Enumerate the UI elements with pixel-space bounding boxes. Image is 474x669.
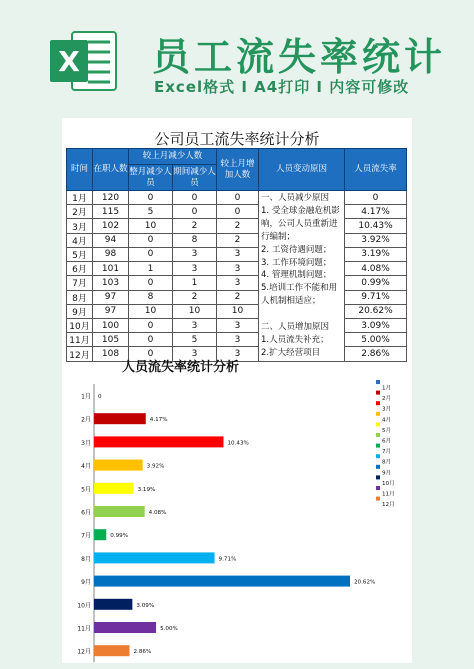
- cell-reduce-mid[interactable]: 0: [173, 205, 217, 219]
- cell-month[interactable]: 10月: [67, 318, 93, 332]
- legend-label: 5月: [382, 427, 392, 434]
- header-rate: 人员流失率: [345, 149, 407, 191]
- bar-7: [94, 529, 106, 540]
- cell-increase[interactable]: 3: [217, 247, 259, 261]
- cell-rate[interactable]: 4.08%: [345, 262, 407, 276]
- cell-rate[interactable]: 0.99%: [345, 276, 407, 290]
- cell-increase[interactable]: 0: [217, 205, 259, 219]
- cell-employed[interactable]: 120: [93, 191, 129, 205]
- cell-rate[interactable]: 10.43%: [345, 219, 407, 233]
- legend-label: 2月: [382, 396, 392, 403]
- reason-line: 二、人员增加原因: [261, 322, 330, 333]
- cell-month[interactable]: 5月: [67, 247, 93, 261]
- legend-label: 11月: [382, 491, 395, 498]
- reason-line: [261, 308, 342, 321]
- cell-reduce-mid[interactable]: 8: [173, 233, 217, 247]
- bar-value-label: 9.71%: [218, 556, 237, 563]
- bar-value-label: 0: [98, 394, 102, 400]
- bar-value-label: 2.86%: [133, 649, 152, 656]
- cell-reduce-end[interactable]: 0: [129, 191, 173, 205]
- legend-label: 10月: [382, 480, 395, 487]
- y-tick-label: 9月: [81, 579, 91, 587]
- y-tick-label: 8月: [81, 555, 91, 563]
- cell-employed[interactable]: 97: [93, 304, 129, 318]
- table-row: [67, 304, 407, 318]
- y-tick-label: 4月: [81, 463, 91, 471]
- banner-subtitle: Excel格式 I A4打印 I 内容可修改: [154, 78, 410, 96]
- cell-rate[interactable]: 3.09%: [345, 318, 407, 332]
- bar-3: [94, 436, 223, 447]
- bar-9: [94, 576, 350, 587]
- cell-month[interactable]: 8月: [67, 290, 93, 304]
- legend-label: 6月: [382, 438, 392, 445]
- legend-label: 8月: [382, 459, 392, 466]
- cell-change-reasons[interactable]: [259, 191, 345, 362]
- table-row: [67, 276, 407, 290]
- cell-month[interactable]: 2月: [67, 205, 93, 219]
- cell-reduce-end[interactable]: 8: [129, 290, 173, 304]
- bar-12: [94, 645, 130, 656]
- cell-reduce-end[interactable]: 0: [129, 318, 173, 332]
- y-tick-label: 11月: [77, 625, 91, 633]
- legend-marker: [376, 465, 380, 469]
- table-row: [67, 219, 407, 233]
- table-body: [67, 191, 407, 362]
- cell-employed[interactable]: 115: [93, 205, 129, 219]
- header-reduce-mid: 期间减少人员: [173, 165, 217, 191]
- bar-8: [94, 552, 215, 563]
- bar-value-label: 4.17%: [149, 417, 168, 424]
- cell-reduce-mid[interactable]: 3: [173, 318, 217, 332]
- legend-label: 1月: [382, 385, 392, 392]
- legend-marker: [376, 401, 380, 405]
- cell-reduce-mid[interactable]: 2: [173, 290, 217, 304]
- cell-reduce-mid[interactable]: 1: [173, 276, 217, 290]
- table-row: [67, 318, 407, 332]
- cell-month[interactable]: 4月: [67, 233, 93, 247]
- reason-line: 1.人员流失补充；: [261, 334, 329, 345]
- legend-marker: [376, 486, 380, 490]
- bar-value-label: 0.99%: [110, 533, 129, 540]
- logo-letter: X: [58, 45, 80, 78]
- cell-month[interactable]: 12月: [67, 347, 93, 361]
- cell-employed[interactable]: 98: [93, 247, 129, 261]
- cell-month[interactable]: 6月: [67, 262, 93, 276]
- y-tick-label: 2月: [81, 416, 91, 424]
- cell-rate[interactable]: 4.17%: [345, 205, 407, 219]
- spreadsheet-page: [62, 118, 412, 663]
- cell-reduce-end[interactable]: 0: [129, 233, 173, 247]
- cell-increase[interactable]: 3: [217, 276, 259, 290]
- cell-month[interactable]: 7月: [67, 276, 93, 290]
- cell-increase[interactable]: 3: [217, 318, 259, 332]
- bar-value-label: 3.19%: [137, 486, 156, 493]
- template-banner: [0, 0, 474, 108]
- legend-marker: [376, 412, 380, 416]
- header-reduce-end: 整月减少人员: [129, 165, 173, 191]
- legend-marker: [376, 391, 380, 395]
- y-tick-label: 3月: [81, 439, 91, 447]
- cell-employed[interactable]: 108: [93, 347, 129, 361]
- y-tick-label: 5月: [81, 486, 91, 494]
- cell-increase[interactable]: 10: [217, 304, 259, 318]
- table-row: [67, 191, 407, 205]
- bar-10: [94, 599, 132, 610]
- header-change-reason: 人员变动原因: [259, 149, 345, 191]
- legend-label: 7月: [382, 449, 392, 456]
- table-row: [67, 233, 407, 247]
- y-tick-label: 7月: [81, 532, 91, 540]
- cell-reduce-mid[interactable]: 3: [173, 247, 217, 261]
- cell-increase[interactable]: 3: [217, 333, 259, 347]
- cell-rate[interactable]: 3.92%: [345, 233, 407, 247]
- reason-line: 2. 工资待遇问题；: [261, 244, 332, 255]
- bar-2: [94, 413, 146, 424]
- cell-month[interactable]: 3月: [67, 219, 93, 233]
- cell-reduce-end[interactable]: 0: [129, 333, 173, 347]
- header-employed: 在职人数: [93, 149, 129, 191]
- cell-month[interactable]: 1月: [67, 191, 93, 205]
- legend-label: 3月: [382, 406, 392, 413]
- cell-increase[interactable]: 2: [217, 219, 259, 233]
- turnover-bar-chart: [62, 368, 412, 663]
- cell-employed[interactable]: 105: [93, 333, 129, 347]
- cell-reduce-mid[interactable]: 0: [173, 191, 217, 205]
- bar-value-label: 10.43%: [227, 440, 249, 447]
- legend-label: 4月: [382, 417, 392, 424]
- y-tick-label: 10月: [77, 602, 91, 610]
- legend-label: 12月: [382, 502, 395, 509]
- header-increase: 较上月增加人数: [217, 149, 259, 191]
- cell-rate[interactable]: 5.00%: [345, 333, 407, 347]
- cell-rate[interactable]: 2.86%: [345, 347, 407, 361]
- bar-11: [94, 622, 156, 633]
- table-row: [67, 290, 407, 304]
- bar-6: [94, 506, 145, 517]
- cell-rate[interactable]: 9.71%: [345, 290, 407, 304]
- table-row: [67, 205, 407, 219]
- legend-marker: [376, 475, 380, 479]
- bar-value-label: 20.62%: [354, 579, 376, 586]
- cell-employed[interactable]: 102: [93, 219, 129, 233]
- cell-reduce-mid[interactable]: 10: [173, 304, 217, 318]
- reason-line: 5.培训工作不能和用人机制相适应；: [261, 283, 338, 307]
- y-tick-label: 1月: [81, 393, 91, 401]
- banner-title: 员工流失率统计: [152, 35, 447, 79]
- reason-line: 1. 受全球金融危机影响，公司人员重新进行编制；: [261, 205, 340, 242]
- chart-title: 人员流失率统计分析: [122, 360, 240, 375]
- header-reduce-group: 较上月减少人数: [129, 149, 217, 165]
- cell-increase[interactable]: 2: [217, 290, 259, 304]
- reason-line: 一、人员减少原因: [261, 193, 330, 203]
- bar-value-label: 4.08%: [148, 510, 167, 516]
- table-row: [67, 333, 407, 347]
- cell-reduce-end[interactable]: 1: [129, 262, 173, 276]
- cell-employed[interactable]: 103: [93, 276, 129, 290]
- cell-reduce-mid[interactable]: 5: [173, 333, 217, 347]
- cell-employed[interactable]: 101: [93, 262, 129, 276]
- reason-line: 3. 工作环境问题；: [261, 257, 332, 268]
- legend-marker: [376, 422, 380, 426]
- reason-line: 4. 管理机制问题；: [261, 270, 332, 281]
- legend-marker: [376, 454, 380, 458]
- reason-line: 2.扩大经营项目: [261, 347, 321, 358]
- cell-increase[interactable]: 0: [217, 191, 259, 205]
- table-row: [67, 247, 407, 261]
- header-time: 时间: [67, 149, 93, 191]
- cell-reduce-end[interactable]: 0: [129, 276, 173, 290]
- cell-reduce-mid[interactable]: 2: [173, 219, 217, 233]
- cell-increase[interactable]: 2: [217, 233, 259, 247]
- cell-employed[interactable]: 97: [93, 290, 129, 304]
- cell-rate[interactable]: 20.62%: [345, 304, 407, 318]
- cell-reduce-mid[interactable]: 3: [173, 347, 217, 361]
- bar-4: [94, 460, 143, 471]
- cell-month[interactable]: 9月: [67, 304, 93, 318]
- legend-marker: [376, 380, 380, 384]
- y-tick-label: 12月: [77, 648, 91, 656]
- cell-increase[interactable]: 3: [217, 347, 259, 361]
- y-tick-label: 6月: [81, 509, 91, 517]
- cell-employed[interactable]: 94: [93, 233, 129, 247]
- turnover-table: [66, 148, 407, 362]
- cell-reduce-end[interactable]: 5: [129, 205, 173, 219]
- cell-reduce-mid[interactable]: 3: [173, 262, 217, 276]
- cell-reduce-end[interactable]: 0: [129, 247, 173, 261]
- cell-increase[interactable]: 3: [217, 262, 259, 276]
- cell-employed[interactable]: 100: [93, 318, 129, 332]
- bar-value-label: 3.09%: [136, 602, 155, 609]
- legend-marker: [376, 433, 380, 437]
- excel-logo-icon: [48, 28, 118, 94]
- legend-marker: [376, 444, 380, 448]
- cell-rate[interactable]: 3.19%: [345, 247, 407, 261]
- bar-value-label: 3.92%: [146, 463, 165, 470]
- bar-value-label: 5.00%: [160, 626, 178, 632]
- cell-reduce-end[interactable]: 10: [129, 304, 173, 318]
- cell-rate[interactable]: 0: [345, 191, 407, 205]
- legend-label: 9月: [382, 470, 392, 477]
- legend-marker: [376, 497, 380, 501]
- table-row: [67, 262, 407, 276]
- cell-reduce-end[interactable]: 10: [129, 219, 173, 233]
- sheet-title: 公司员工流失率统计分析: [154, 130, 320, 148]
- cell-reduce-end[interactable]: 0: [129, 347, 173, 361]
- cell-month[interactable]: 11月: [67, 333, 93, 347]
- bar-5: [94, 483, 134, 494]
